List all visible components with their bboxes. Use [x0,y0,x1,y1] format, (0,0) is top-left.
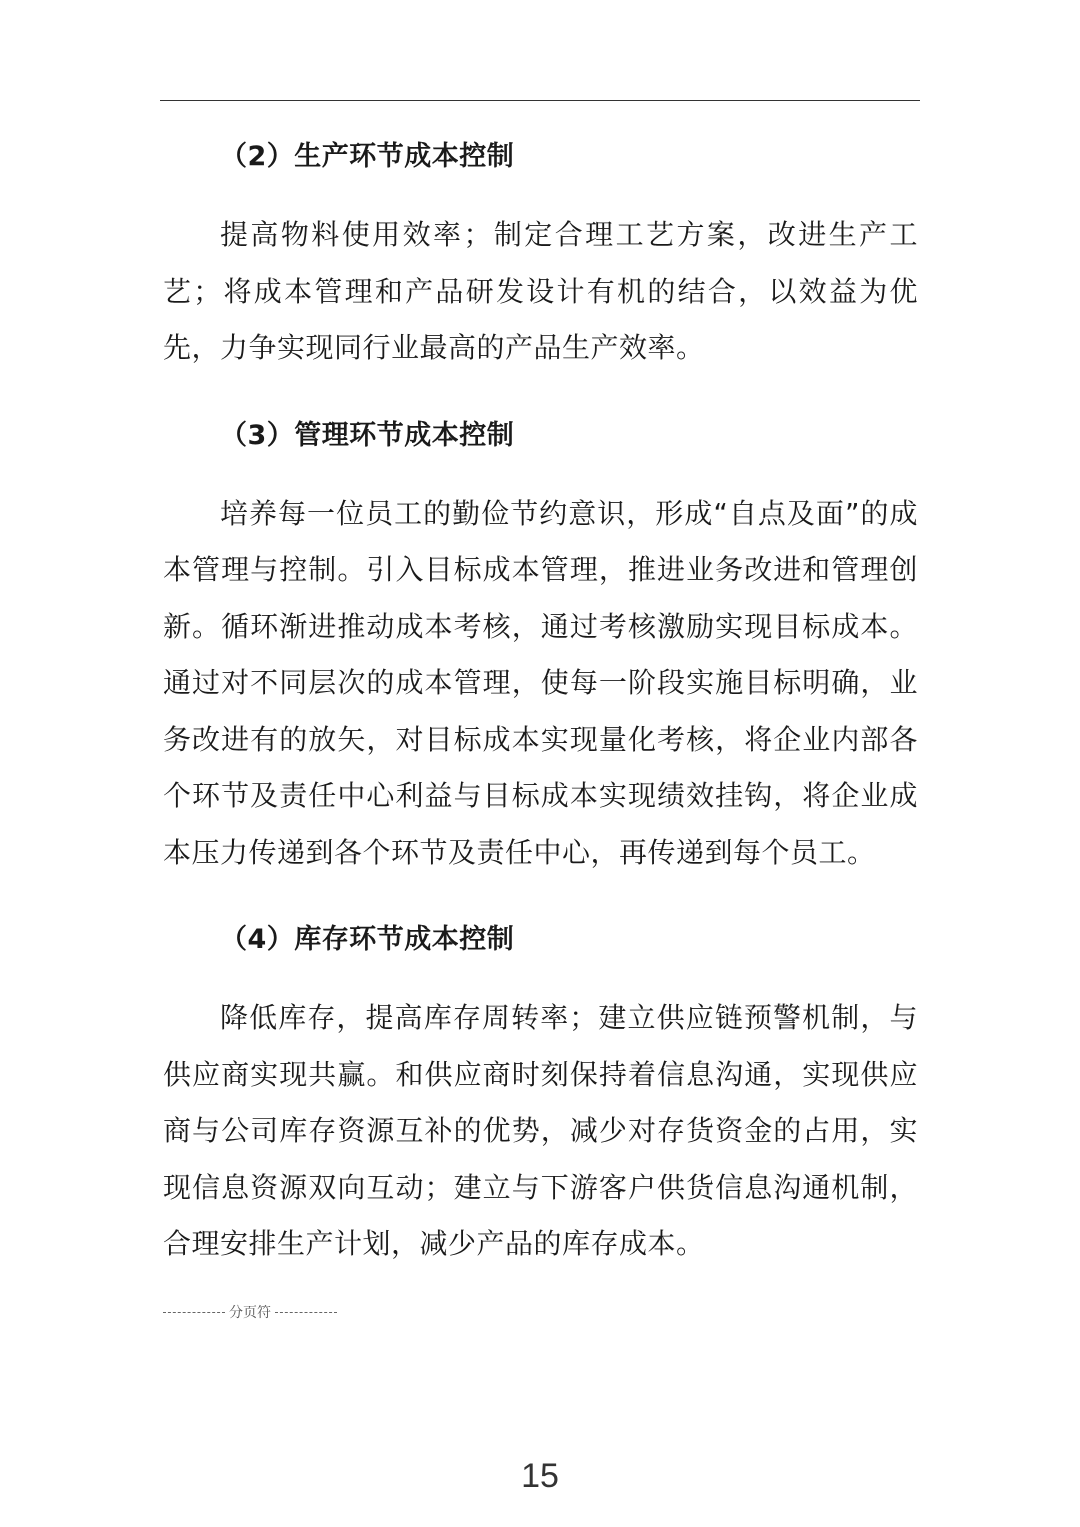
section-heading: （3）管理环节成本控制 [220,419,515,451]
section-production [163,128,918,407]
section-paragraph: 培养每一位员工的勤俭节约意识，形成“自点及面”的成本管理与控制。引入目标成本管理，推进业务改进和管理创新。循环渐进推动成本考核，通过考核激励实现目标成本。通过对不同层次的成本管理，使每一阶段实施目标明确，业务改进有的放矢，对目标成本实现量化考核，将企业内部各个环节及责任中心利益与目标成本实现绩效挂钩，将企业成本压力传递到各个环节及责任中心，再传递到每个员工。 [163,496,918,869]
section-heading: （4）库存环节成本控制 [220,924,515,955]
page-number: 15 [521,1457,559,1495]
section-paragraph: 提高物料使用效率；制定合理工艺方案，改进生产工艺；将成本管理和产品研发设计有机的结合，以效益为优先，力争实现同行业最高的产品生产效率。 [163,218,918,364]
page-break-dash-left [163,1312,225,1313]
top-divider [160,100,920,101]
page-break-marker [163,1302,337,1322]
section-inventory [163,911,918,1273]
section-management [163,407,918,912]
section-paragraph: 降低库存，提高库存周转率；建立供应链预警机制，与供应商实现共赢。和供应商时刻保持着信息沟通，实现供应商与公司库存资源互补的优势，减少对存货资金的占用，实现信息资源双向互动；建立与下游客户供货信息沟通机制，合理安排生产计划，减少产品的库存成本。 [163,1001,918,1260]
page-break-dash-right [275,1312,337,1313]
section-heading: （2）生产环节成本控制 [220,141,515,172]
document-body [163,128,918,1273]
page-break-label: 分页符 [229,1305,271,1321]
